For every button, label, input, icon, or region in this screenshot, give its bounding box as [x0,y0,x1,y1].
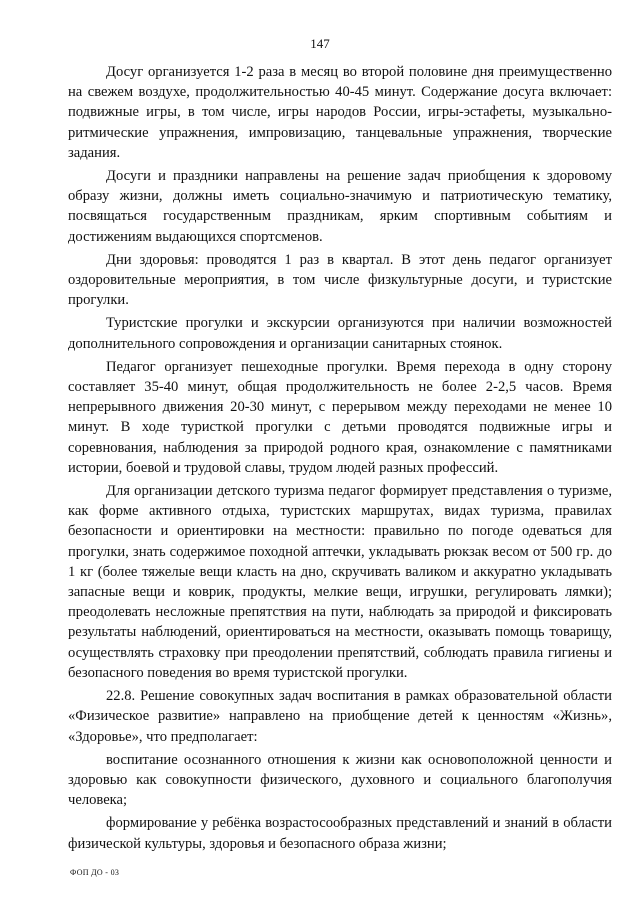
paragraph-child-tourism: Для организации детского туризма педагог формирует представления о туризме, как форме активного отдыха, туристских маршрутах, видах туризма, правилах безопасности и ориентировки на местности: правильно по погоде одеваться для прогулки, знать содержимое походной аптечки, укладывать рюкзак весом от 500 гр. до 1 кг (более тяжелые вещи класть на дно, скручивать валиком и аккуратно укладывать запасные вещи и коврик, продукты, мелкие вещи, игрушки, регулировать лямки); преодолевать несложные препятствия на пути, наблюдать за природой и фиксировать результаты наблюдений, ориентироваться на местности, оказывать помощь товарищу, осуществлять страховку при преодолении препятствий, соблюдать правила гигиены и безопасного поведения во время туристской прогулки. [68,483,612,681]
paragraph-section-22-8: 22.8. Решение совокупных задач воспитания в рамках образовательной области «Физическое развитие» направлено на приобщение детей к ценностям «Жизнь», «Здоровье», что предполагает: [68,688,612,745]
paragraph-knowledge-formation: формирование у ребёнка возрастосообразных представлений и знаний в области физической культуры, здоровья и безопасного образа жизни; [68,815,612,852]
paragraph-life-value: воспитание осознанного отношения к жизни как основоположной ценности и здоровью как совокупности физического, духовного и социального благополучия человека; [68,751,612,809]
footer-code: ФОП ДО - 03 [70,868,120,877]
paragraph-leisure: Досуг организуется 1-2 раза в месяц во второй половине дня преимущественно на свежем воздухе, продолжительностью 40-45 минут. Содержание досуга включает: подвижные игры, в том числе, игры народов России, игры-эстафеты, музыкально-ритмические упражнения, импровизацию, танцевальные упражнения, творческие задания. [68,64,612,161]
paragraph-health-days: Дни здоровья: проводятся 1 раз в квартал. В этот день педагог организует оздоровительные мероприятия, в том числе физкультурные досуги, и туристские прогулки. [68,251,612,309]
paragraph-pedestrian-walks: Педагог организует пешеходные прогулки. Время перехода в одну сторону составляет 35-40 минут, общая продолжительность не более 2-2,5 часов. Время непрерывного движения 20-30 минут, с перерывом между переходами не менее 10 минут. В ходе туристкой прогулки с детьми проводятся подвижные игры и соревнования, наблюдения за природой родного края, ознакомление с памятниками истории, боевой и трудовой славы, трудом людей разных профессий. [68,358,612,476]
body-text [68,62,612,854]
paragraph-holidays: Досуги и праздники направлены на решение задач приобщения к здоровому образу жизни, должны иметь социально-значимую и патриотическую тематику, посвящаться государственным праздникам, ярким спортивным событиям и достижениям выдающихся спортсменов. [68,168,612,245]
page-number: 147 [310,36,330,51]
paragraph-tourist-walks: Туристские прогулки и экскурсии организуются при наличии возможностей дополнительного сопровождения и организации санитарных стоянок. [68,315,612,352]
